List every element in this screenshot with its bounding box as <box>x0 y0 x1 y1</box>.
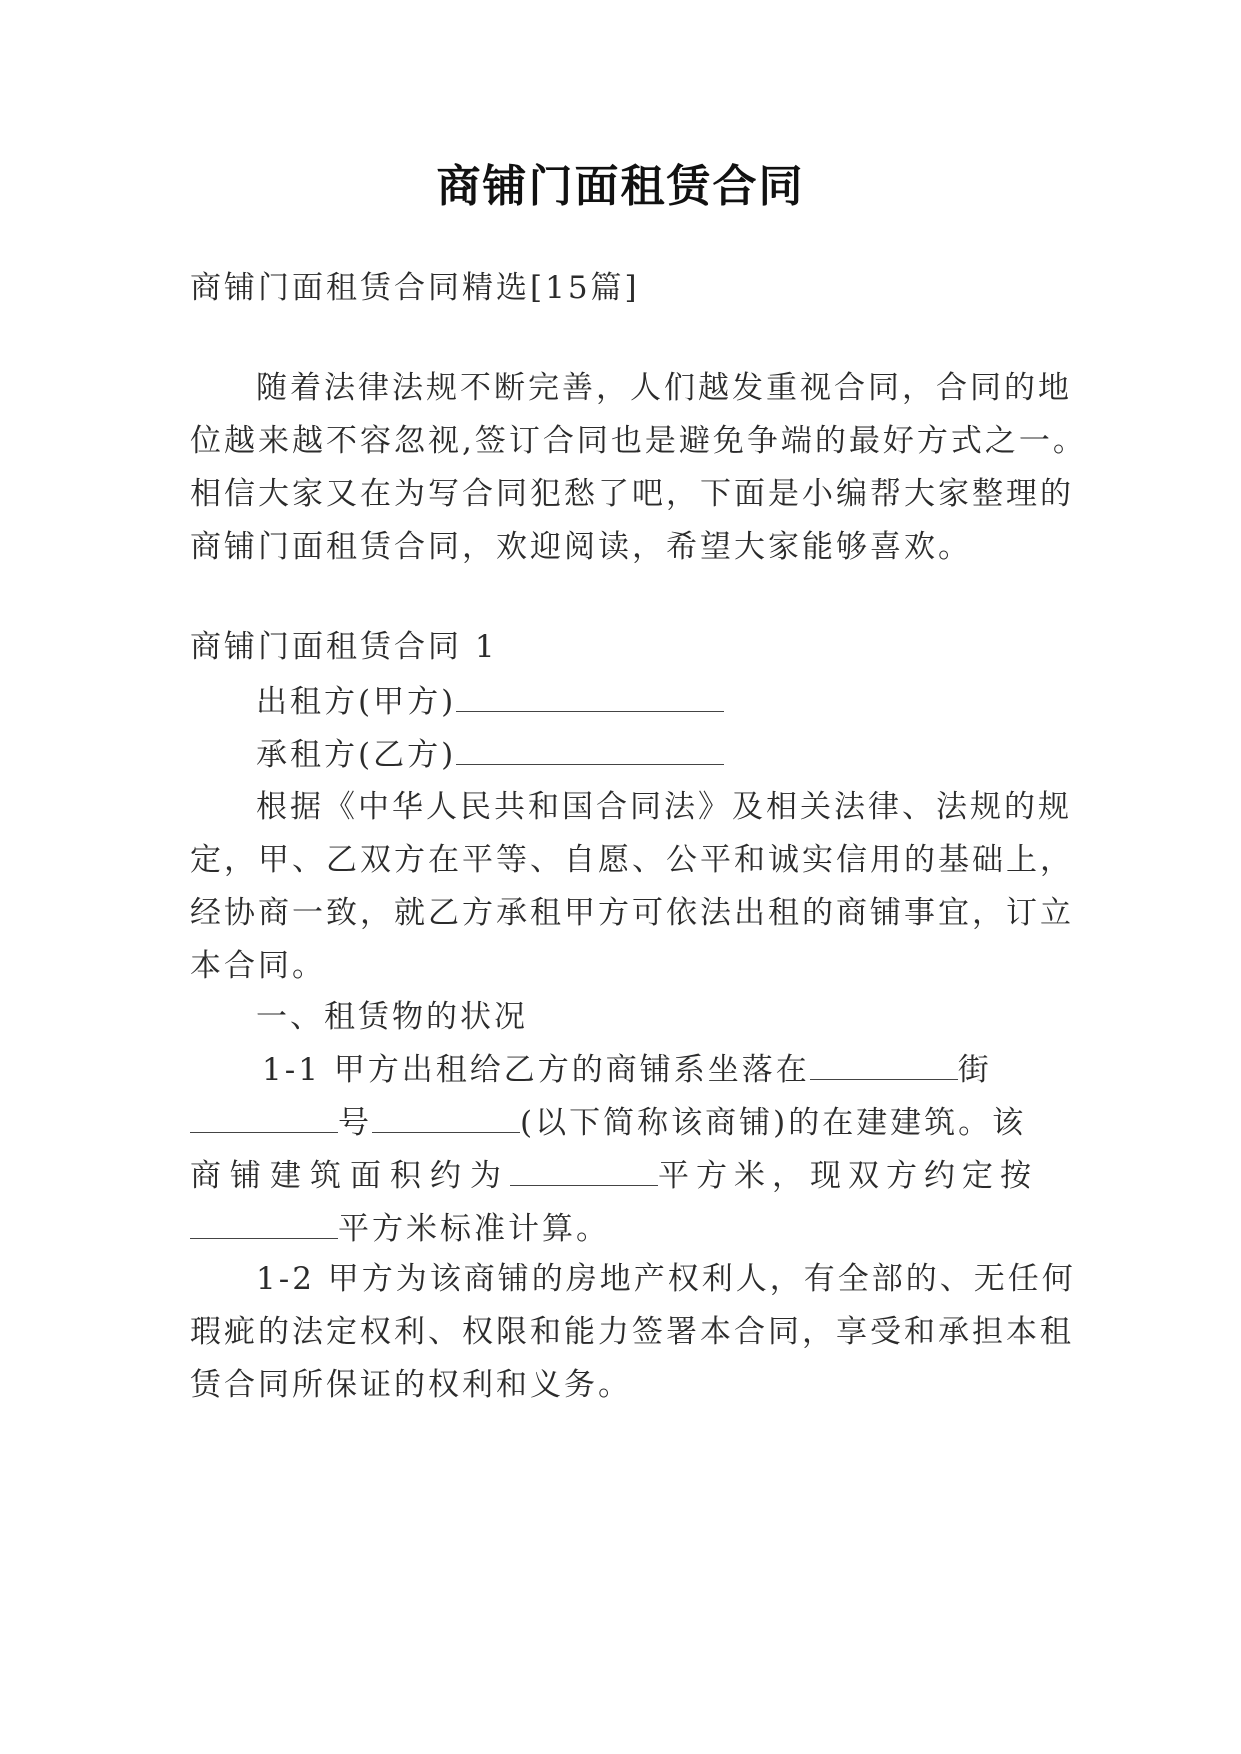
clause-1-1-line-3 <box>190 1155 1060 1196</box>
section1-heading: 一、租赁物的状况 <box>256 999 528 1035</box>
document-subtitle: 商铺门面租赁合同精选[15篇] <box>190 270 640 306</box>
street-blank <box>810 1049 958 1080</box>
lessor-blank <box>456 681 724 712</box>
clause-1-1-part4: (以下简称该商铺)的在建建筑。该 <box>520 1105 1027 1141</box>
basis-line-1: 根据《中华人民共和国合同法》及相关法律、法规的规 <box>256 789 1072 825</box>
basis-line-4: 本合同。 <box>190 948 326 984</box>
lessor-label: 出租方(甲方) <box>256 684 457 720</box>
clause-1-1-part1: 1-1 甲方出租给乙方的商铺系坐落在 <box>262 1052 810 1088</box>
lessor-line <box>256 681 1056 722</box>
number-blank-2 <box>372 1102 520 1133</box>
clause-1-1-line-1 <box>262 1049 1062 1090</box>
standard-area-blank <box>190 1208 338 1239</box>
clause-1-2-line-3: 赁合同所保证的权利和义务。 <box>190 1367 632 1403</box>
lessee-label: 承租方(乙方) <box>256 737 457 773</box>
clause-1-1-part2: 街 <box>957 1052 992 1088</box>
area-blank <box>510 1155 658 1186</box>
clause-1-2-line-2: 瑕疵的法定权利、权限和能力签署本合同，享受和承担本租 <box>190 1314 1074 1350</box>
clause-1-1-part6: 平方米，现双方约定按 <box>658 1158 1038 1194</box>
basis-line-2: 定，甲、乙双方在平等、自愿、公平和诚实信用的基础上， <box>190 842 1074 878</box>
basis-line-3: 经协商一致，就乙方承租甲方可依法出租的商铺事宜，订立 <box>190 895 1074 931</box>
clause-1-1-part7: 平方米标准计算。 <box>338 1211 610 1247</box>
number-blank-1 <box>190 1102 338 1133</box>
clause-1-1-line-4 <box>190 1208 1060 1249</box>
clause-1-2-line-1: 1-2 甲方为该商铺的房地产权利人，有全部的、无任何 <box>256 1261 1076 1297</box>
intro-line-4: 商铺门面租赁合同，欢迎阅读，希望大家能够喜欢。 <box>190 529 972 565</box>
clause-1-1-line-2 <box>190 1102 1060 1143</box>
intro-line-3: 相信大家又在为写合同犯愁了吧，下面是小编帮大家整理的 <box>190 476 1074 512</box>
contract-heading: 商铺门面租赁合同 1 <box>190 629 498 665</box>
document-title: 商铺门面租赁合同 <box>436 161 805 212</box>
lessee-line <box>256 734 1056 775</box>
intro-line-1: 随着法律法规不断完善，人们越发重视合同，合同的地 <box>256 370 1072 406</box>
clause-1-1-part3: 号 <box>338 1105 372 1141</box>
intro-line-2: 位越来越不容忽视,签订合同也是避免争端的最好方式之一。 <box>190 423 1087 459</box>
clause-1-1-part5: 商铺建筑面积约为 <box>190 1158 510 1194</box>
lessee-blank <box>456 734 724 765</box>
